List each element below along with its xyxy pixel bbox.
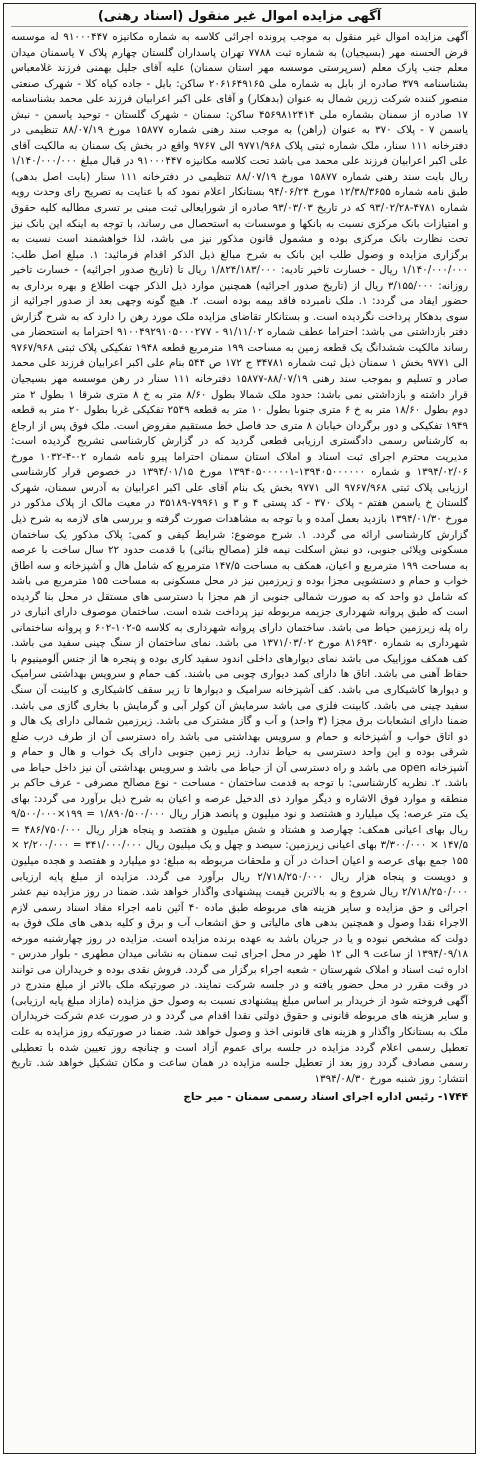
notice-body: آگهی مزایده اموال غیر منقول به موجب پرونده اجرائی کلاسه به شماره مکانیزه ۹۱۰۰۰۴۴۷ له موسسه قرض الحسنه مهر (بسیجیان) به شماره ثبت ۷۷۸۸ تهران پاسداران گلستان چهارم پلاک ۷ یاسمنان میدان معلم جنب پارک معلم (سرپرستی موسسه مهر استان سمنان) علیه آقای جلیل بهمنی فرزند غلامعباس بشناسنامه ۳۷۹ صادره از بابل به شماره ملی ۲۰۶۱۶۴۹۱۶۵ ساکن: بابل - جاده کیاه کلا - شهرک صنعتی منصور کننده شرکت زرین شمال به عنوان (بدهکار) و آقای علی اکبر اعرابیان فرزند علی محمد بشناسنامه ۱۷ صادره از سمنان بشماره ملی ۴۵۶۹۸۱۲۴۱۴ ساکن: سمنان - شهرک گلستان - توحید یاسمن - نبش یاسمن ۷ - پلاک ۳۷۰ به عنوان (راهن) به موجب سند رهنی شماره ۱۵۸۷۷ مورخ ۸۸/۰۷/۱۹ تنظیمی در دفترخانه ۱۱۱ سنار، ملک شماره ثبتی پلاک ۹۷۷۱/۹۶۸ الی ۹۷۶۷ واقع در بخش یک سمنان به مالکیت آقای علی اکبر اعرابیان فرزند علی محمد می باشد تحت کلاسه مکانیزه ۹۱۰۰۰۴۴۷ در قبال مبلغ ۱/۱۴۰/۰۰۰/۰۰۰ ریال بابت سند رهنی شماره ۱۵۸۷۷ مورخ ۸۸/۰۷/۱۹ تنظیمی در دفترخانه ۱۱۱ سنار (بابت اصل بدهی) طبق نامه شماره ۱۲/۳۸/۳۶۵۵ مورخ ۹۴/۰۶/۲۴ بستانکار اعلام نمود که با عنایت به تصریح رای وحدت رویه شماره ۴۷۸۱-۹۳/۰۲/۲۸ که در تاریخ ۹۳/۰۳/۰۳ صادره از شورایعالی ثبت مبنی بر تسری مطالبه کلیه حقوق و امتیازات بانک مرکزی نسبت به بانکها و موسسات به استحصال می رساند، با توجه به اینکه این بانک نیز تحت نظارت بانک مرکزی بوده و مشمول قانون مذکور نیز می باشد، لذا خواهشمند است نسبت به برگزاری مزایده و وصول طلب این بانک به شرح مبالغ ذیل الذکر اقدام فرمائید: ۱. مبلغ اصل طلب: ۱/۱۴۰/۰۰۰/۰۰۰ ریال - خسارت تاخیر تادیه: ۱/۸۲۴/۱۸۳/۰۰۰ ریال تا (تاریخ صدور اجرائیه) - خسارت تاخیر روزانه: ۳/۱۵۵/۰۰۰ ریال از (تاریخ صدور اجرائیه) همچنین موارد ذیل الذکر جهت اطلاع و بهره برداری به حضور ایفاد می گردد: ۱. ملک نامبرده فاقد بیمه بوده است. ۲. هیچ گونه وجهی بعد از صدور اجرائیه از سوی بدهکار پرداخت نگردیده است. و بستانکار تقاضای مزایده ملک مورد رهن را دارد که به شرح گزارش دفتر بازداشتی می باشد: احتراما عطف شماره ۹۱/۱۱/۰۲ - ۹۱۰۰۴۹۲۹۱۰۵۰۰۰۲۷۷ احتراما به استحضار می رساند مالکیت ششدانگ یک قطعه زمین به مساحت ۱۹۹ مترمربع قطعه ۱۹۴۸ تفکیکی پلاک ثبتی ۹۷۶۷/۹۶۸ الی ۹۷۷۱ بخش ۱ سمنان ذیل ثبت شماره ۳۴۷۸۱ ج ۱۷۲ ص ۵۴۴ بنام علی اکبر اعرابیان فرزند علی محمد صادر و تسلیم و بموجب سند رهنی ۸۸/۰۷/۱۹-۱۵۸۷۷ دفترخانه ۱۱۱ سنار در رهن موسسه مهر بسیجیان قرار داشته و بازداشتی نمی باشد: حدود ملک شمالا بطول ۸/۶۰ متر به خ ۸ متری شرقا ۱ بطول ۲ متر دوم بطول ۱۸/۶۰ متر به خ ۶ متری جنوبا بطول ۱۰ متر به قطعه ۲۵۴۹ تفکیکی غربا بطول ۲۰ متر به قطعه ۱۹۴۹ تفکیکی و دور برگردان خیابان ۸ متری حد فاصل خط مستقیم مفروض است. ملک فوق پس از ارجاع به کارشناس رسمی دادگستری ارزیابی قطعی گردید که در گزارش کارشناسی تشریح گردیده است: مدیریت محترم اجرای ثبت اسناد و املاک استان سمنان احتراما پیرو نامه شماره ۰۲-۴-۱۰۳۲ مورخ ۱۳۹۴/۰۲/۰۶ و شماره ۱۳۹۴۰۵۰۰۰۰۰۰-۱۳۹۴۰۵۰۰۰۰۰۱ مورخ ۱۳۹۴/۰۱/۱۵ در خصوص قرار کارشناسی ارزیابی پلاک ثبتی ۹۷۶۷/۹۶۸ الی ۹۷۷۱ بخش یک بنام آقای علی اکبر اعرابیان به آدرس سمنان، شهرک گلستان خ یاسمن هفتم - پلاک ۳۷۰ - کد پستی ۴ و ۳ و ۷۹۹۶۱-۳۵۱۸۹ در معیت مالک از پلاک مذکور در مورخ ۱۳۹۴/۰۱/۳۰ بازدید بعمل آمده و با توجه به مشاهدات صورت گرفته و بررسی های لازمه به شرح ذیل گزارش کارشناسی ارائه می گردد. ۱. شرح موضوع: شرایط کیفی و کمی: پلاک مذکور یک ساختمان مسکونی ویلائی جنوبی، دو نبش اسکلت نیمه فلز (مصالح بنائی) با قدمت حدود ۲۲ سال ساخت با عرصه به مساحت ۱۹۹ مترمربع و اعیان، همکف به مساحت ۱۴۷/۵ مترمربع که شامل هال و آشپزخانه و سه اطاق خواب و حمام و دستشویی مجزا بوده و زیرزمین نیز در محل مسکونی به مساحت ۱۵۵ مترمربع می باشد که شامل دو واحد که به صورت شمالی جنوبی از هم مجزا با دسترسی های مستقل در محل بنا گردیده است که طبق پروانه شهرداری جزیمه مربوطه نیز پرداخت شده است. ساختمان موصوف دارای انباری در راه پله زیرزمین حیاط می باشد. ساختمان دارای پروانه شهرداری به کلاسه ۵-۱۰۲-۶۰۲ و پروانه ساختمانی شهرداری به شماره ۸۱۶۹۳۰ مورخ ۱۳۷۱/۰۳/۰۲ می باشد. نمای ساختمان از سنگ چینی سفید می باشد. کف همکف موزاییک می باشد نمای دیوارهای داخلی اندود سفید کاری بوده و پنجره ها از جنس آلومینیوم با حفاظ آهنی می باشد. اتاق ها دارای کمد دیواری چوبی می باشند. کف حمام و سرویس بهداشتی سرامیک و دیوارها کاشیکاری می باشد. کف آشپزخانه سرامیک و دیوارها تا زیر سقف کاشیکاری و کابینت آن سنگ سفید چینی می باشد. کابینت فلزی می باشد سرمایش آن کولر آبی و گرمایش با بخاری گازی می باشد. ضمنا دارای انشعابات برق مجزا (۳ واحد) و آب و گاز مشترک می باشد. زیرزمین شمالی دارای یک هال و دو اتاق خواب و آشپزخانه و حمام و سرویس بهداشتی می باشد راه دسترسی آن از طرف درب ضلع شرقی بوده و این واحد دسترسی به حیاط ندارد. زیر زمین جنوبی دارای یک خواب و هال و حمام و آشپزخانه open می باشد و راه دسترسی آن از حیاط می باشد و سرویس بهداشتی آن نیز داخل حیاط می باشد. ۲. نظریه کارشناسی: با توجه به قدمت ساختمان - مساحت - نوع مصالح مصرفی - عرف حاکم بر منطقه و موارد فوق الاشاره و دیگر موارد ذی الدخیل عرصه و اعیان به شرح ذیل برآورد می گردد: بهای یک متر عرصه: یک میلیارد و هشتصد و نود میلیون و پانصد هزار ریال ۱/۸۹۰/۵۰۰/۰۰۰ = ۱۹۹×۹/۵۰۰/۰۰۰ ریال بهای اعیانی همکف: چهارصد و هشتاد و شش میلیون و هفتصد و پنجاه هزار ریال ۴۸۶/۷۵۰/۰۰۰ = ۱۴۷/۵ × ۳/۳۰۰/۰۰۰ بهای اعیانی زیرزمین: سیصد و چهل و یک میلیون ریال ۳۴۱/۰۰۰/۰۰۰ = ۲/۲۰۰/۰۰۰ × ۱۵۵ جمع بهای عرصه و اعیان احداث در آن و ملحقات مربوطه به مبلغ: دو میلیارد و هفتصد و هجده میلیون و دویست و پنجاه هزار ریال ۲/۷۱۸/۲۵۰/۰۰۰ ریال برآورد می گردد. مزایده از مبلغ پایه ارزیابی ۲/۷۱۸/۲۵۰/۰۰۰ ریال شروع و به بالاترین قیمت پیشنهادی واگذار خواهد شد. ضمنا در روز مزایده نیم عشر اجرائی و حق مزایده و سایر هزینه های مربوطه طبق ماده ۴۰ آئین نامه اجراء مفاد اسناد رسمی لازم الاجراء نقدا وصول و همچنین بدهی های مالیاتی و حق انشعاب آب و برق و کلیه بدهی های ملک فوق به دولت که مشخص نبوده و یا در جریان باشد به عهده برنده مزایده است. مزایده در روز چهارشنبه مورخه ۱۳۹۴/۰۹/۱۸ از ساعت ۹ الی ۱۲ ظهر در محل اجرای ثبت سمنان به نشانی میدان مطهری - بلوار مدرس - اداره ثبت اسناد و املاک شهرستان - شعبه اجراء برگزار می گردد. فروش نقدی بوده و خریداران می توانند در وقت مقرر در محل حضور یافته و در جلسه شرکت نمایند. در صورتیکه ملک بالاتر از مبلغ مندرج در آگهی فروخته شود از خریدار بر اساس مبلغ پیشنهادی نسبت به وصول حق مزایده (مازاد مبلغ پایه ارزیابی) و سایر هزینه های مربوطه قانونی و حقوق دولتی نقدا اقدام می گردد و در صورت عدم شرکت خریداران ملک به بستانکار واگذار و هزینه های قانونی اخذ و وصول خواهد شد. ضمنا در صورتیکه روز مزایده به علت تعطیل رسمی اعلام گردد مزایده در جلسه برای عموم آزاد است و چنانچه روز تعیین شده با تعطیلی رسمی مصادف گردد روز بعد از تعطیل جلسه مزایده در همان ساعت و مکان تشکیل خواهد شد. تاریخ انتشار: روز شنبه مورخ ۱۳۹۴/۰۸/۳۰ xyxy=(11,31,469,1085)
auction-notice xyxy=(3,3,476,1454)
notice-title: آگهی مزایده اموال غیر منقول (اسناد رهنی) xyxy=(11,8,468,27)
notice-signature: ۱۷۴۴- رئیس اداره اجرای اسناد رسمی سمنان - میر حاج xyxy=(183,1091,468,1104)
